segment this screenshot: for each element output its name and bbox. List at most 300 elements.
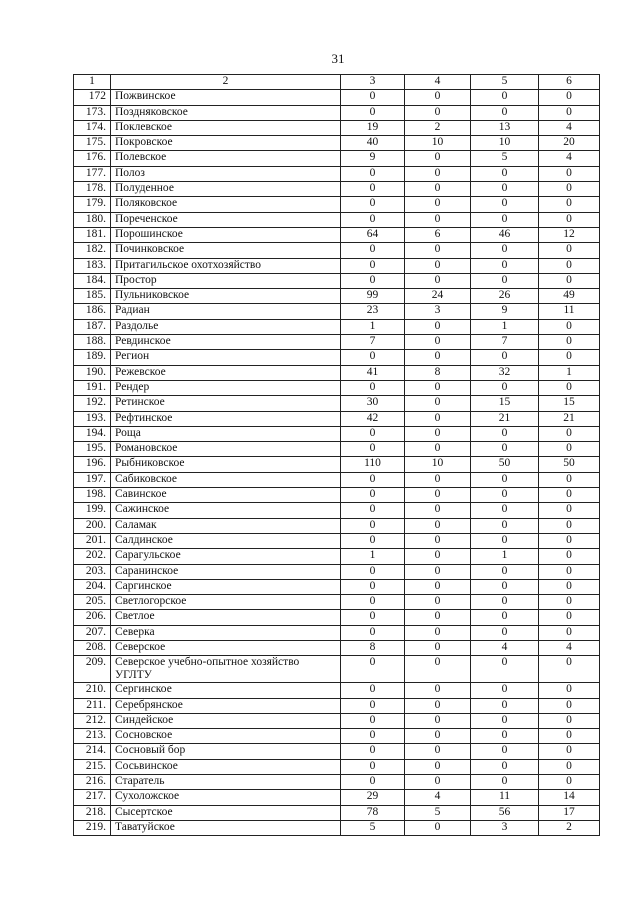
row-number: 217. [74,790,111,805]
value-col-3: 1 [341,549,405,564]
value-col-5: 0 [471,518,539,533]
value-col-6: 0 [539,243,600,258]
value-col-5: 0 [471,273,539,288]
table-row [74,610,600,625]
value-col-5: 21 [471,411,539,426]
value-col-5: 4 [471,640,539,655]
table-body [74,90,600,836]
value-col-5: 0 [471,212,539,227]
value-col-4: 0 [405,442,471,457]
value-col-3: 0 [341,656,405,683]
value-col-5: 15 [471,396,539,411]
value-col-5: 0 [471,564,539,579]
hunting-ground-name: Рыбниковское [111,457,341,472]
hunting-ground-name: Пульниковское [111,289,341,304]
table-row [74,273,600,288]
table-row [74,304,600,319]
value-col-4: 0 [405,683,471,698]
value-col-3: 23 [341,304,405,319]
value-col-3: 0 [341,503,405,518]
hunting-ground-name: Простор [111,273,341,288]
value-col-5: 7 [471,335,539,350]
row-number: 218. [74,805,111,820]
value-col-5: 32 [471,365,539,380]
hunting-ground-name: Светлогорское [111,595,341,610]
row-number: 203. [74,564,111,579]
value-col-6: 0 [539,273,600,288]
hunting-ground-name: Салдинское [111,533,341,548]
value-col-4: 0 [405,488,471,503]
data-table [73,74,600,836]
value-col-4: 0 [405,182,471,197]
value-col-3: 0 [341,426,405,441]
value-col-4: 0 [405,396,471,411]
value-col-6: 0 [539,683,600,698]
value-col-3: 0 [341,350,405,365]
value-col-6: 0 [539,564,600,579]
row-number: 179. [74,197,111,212]
value-col-6: 0 [539,595,600,610]
value-col-4: 0 [405,775,471,790]
value-col-4: 0 [405,713,471,728]
value-col-4: 0 [405,197,471,212]
value-col-5: 5 [471,151,539,166]
value-col-3: 99 [341,289,405,304]
value-col-3: 0 [341,472,405,487]
row-number: 212. [74,713,111,728]
value-col-3: 0 [341,759,405,774]
value-col-4: 0 [405,380,471,395]
value-col-3: 29 [341,790,405,805]
value-col-6: 12 [539,227,600,242]
table-row [74,625,600,640]
value-col-5: 0 [471,713,539,728]
value-col-5: 0 [471,258,539,273]
value-col-5: 0 [471,595,539,610]
table-row [74,442,600,457]
value-col-3: 0 [341,518,405,533]
value-col-5: 0 [471,698,539,713]
hunting-ground-name: Сосьвинское [111,759,341,774]
table-row [74,90,600,105]
value-col-5: 0 [471,503,539,518]
hunting-ground-name: Саргинское [111,579,341,594]
value-col-6: 0 [539,105,600,120]
hunting-ground-name: Порошинское [111,227,341,242]
value-col-6: 0 [539,197,600,212]
value-col-4: 0 [405,503,471,518]
value-col-3: 1 [341,319,405,334]
value-col-4: 0 [405,105,471,120]
value-col-6: 20 [539,136,600,151]
value-col-5: 1 [471,549,539,564]
value-col-4: 0 [405,243,471,258]
value-col-6: 0 [539,258,600,273]
row-number: 200. [74,518,111,533]
value-col-5: 50 [471,457,539,472]
value-col-6: 0 [539,212,600,227]
hunting-ground-name: Пожвинское [111,90,341,105]
value-col-3: 0 [341,105,405,120]
hunting-ground-name: Сосновый бор [111,744,341,759]
hunting-ground-name: Сосновское [111,729,341,744]
table-row [74,212,600,227]
value-col-5: 0 [471,166,539,181]
value-col-4: 0 [405,625,471,640]
row-number: 181. [74,227,111,242]
row-number: 187. [74,319,111,334]
hunting-ground-name: Рендер [111,380,341,395]
row-number: 206. [74,610,111,625]
value-col-4: 0 [405,426,471,441]
value-col-6: 0 [539,472,600,487]
value-col-3: 0 [341,90,405,105]
value-col-5: 1 [471,319,539,334]
table-row [74,151,600,166]
row-number: 204. [74,579,111,594]
hunting-ground-name: Сысертское [111,805,341,820]
value-col-3: 0 [341,442,405,457]
row-number: 191. [74,380,111,395]
row-number: 201. [74,533,111,548]
value-col-5: 0 [471,656,539,683]
row-number: 172 [74,90,111,105]
value-col-5: 9 [471,304,539,319]
value-col-5: 0 [471,350,539,365]
table-row [74,120,600,135]
value-col-3: 0 [341,197,405,212]
hunting-ground-name: Раздолье [111,319,341,334]
value-col-5: 0 [471,683,539,698]
value-col-3: 110 [341,457,405,472]
row-number: 207. [74,625,111,640]
hunting-ground-name: Сухоложское [111,790,341,805]
value-col-3: 0 [341,610,405,625]
header-cell-1: 1 [74,75,111,90]
table-row [74,503,600,518]
value-col-4: 0 [405,212,471,227]
row-number: 210. [74,683,111,698]
row-number: 195. [74,442,111,457]
row-number: 180. [74,212,111,227]
value-col-6: 2 [539,820,600,835]
value-col-6: 4 [539,151,600,166]
value-col-6: 0 [539,533,600,548]
table-header [74,75,600,90]
row-number: 182. [74,243,111,258]
value-col-4: 3 [405,304,471,319]
hunting-ground-name: Ретинское [111,396,341,411]
value-col-3: 0 [341,258,405,273]
table-row [74,182,600,197]
header-cell-2: 2 [111,75,341,90]
row-number: 209. [74,656,111,683]
value-col-6: 49 [539,289,600,304]
value-col-4: 10 [405,457,471,472]
value-col-3: 0 [341,243,405,258]
value-col-4: 0 [405,335,471,350]
value-col-4: 0 [405,533,471,548]
value-col-6: 4 [539,640,600,655]
value-col-4: 0 [405,640,471,655]
value-col-6: 14 [539,790,600,805]
row-number: 184. [74,273,111,288]
value-col-6: 0 [539,698,600,713]
row-number: 219. [74,820,111,835]
value-col-4: 0 [405,319,471,334]
hunting-ground-name: Ревдинское [111,335,341,350]
table-row [74,805,600,820]
value-col-3: 0 [341,564,405,579]
table-row [74,790,600,805]
value-col-3: 19 [341,120,405,135]
value-col-5: 0 [471,182,539,197]
value-col-6: 0 [539,380,600,395]
table-row [74,319,600,334]
table-row [74,380,600,395]
value-col-3: 41 [341,365,405,380]
row-number: 205. [74,595,111,610]
value-col-5: 3 [471,820,539,835]
value-col-3: 0 [341,729,405,744]
value-col-4: 0 [405,759,471,774]
value-col-3: 0 [341,579,405,594]
value-col-3: 0 [341,698,405,713]
hunting-ground-name: Полуденное [111,182,341,197]
table-row [74,396,600,411]
row-number: 177. [74,166,111,181]
header-row [74,75,600,90]
table-row [74,243,600,258]
hunting-ground-name: Поздняковское [111,105,341,120]
value-col-6: 21 [539,411,600,426]
value-col-4: 0 [405,744,471,759]
hunting-ground-name: Поляковское [111,197,341,212]
table-row [74,775,600,790]
value-col-3: 0 [341,683,405,698]
row-number: 173. [74,105,111,120]
hunting-ground-name: Сергинское [111,683,341,698]
row-number: 216. [74,775,111,790]
value-col-3: 40 [341,136,405,151]
table-row [74,411,600,426]
value-col-4: 4 [405,790,471,805]
table-row [74,488,600,503]
row-number: 208. [74,640,111,655]
hunting-ground-name: Сарагульское [111,549,341,564]
value-col-3: 0 [341,775,405,790]
value-col-4: 0 [405,273,471,288]
value-col-4: 0 [405,579,471,594]
value-col-4: 5 [405,805,471,820]
table-row [74,105,600,120]
value-col-3: 0 [341,273,405,288]
value-col-6: 0 [539,549,600,564]
value-col-6: 50 [539,457,600,472]
row-number: 190. [74,365,111,380]
value-col-5: 0 [471,426,539,441]
hunting-ground-name: Сабиковское [111,472,341,487]
value-col-3: 9 [341,151,405,166]
value-col-3: 0 [341,713,405,728]
value-col-5: 0 [471,533,539,548]
hunting-ground-name: Полевское [111,151,341,166]
value-col-4: 0 [405,518,471,533]
value-col-6: 0 [539,166,600,181]
value-col-3: 8 [341,640,405,655]
table-row [74,457,600,472]
value-col-6: 0 [539,503,600,518]
value-col-6: 0 [539,488,600,503]
table-row [74,227,600,242]
value-col-3: 0 [341,182,405,197]
value-col-3: 42 [341,411,405,426]
table-row [74,744,600,759]
value-col-4: 0 [405,258,471,273]
value-col-6: 0 [539,518,600,533]
table-row [74,698,600,713]
table-row [74,729,600,744]
value-col-6: 0 [539,90,600,105]
value-col-5: 26 [471,289,539,304]
value-col-6: 0 [539,656,600,683]
hunting-ground-name: Починковское [111,243,341,258]
hunting-ground-name: Рефтинское [111,411,341,426]
value-col-6: 0 [539,182,600,197]
value-col-4: 0 [405,549,471,564]
value-col-4: 8 [405,365,471,380]
value-col-5: 0 [471,729,539,744]
hunting-ground-name: Северское учебно-опытное хозяйство УГЛТУ [111,656,341,683]
value-col-5: 0 [471,472,539,487]
table-row [74,136,600,151]
value-col-4: 0 [405,411,471,426]
value-col-6: 1 [539,365,600,380]
table-row [74,335,600,350]
hunting-ground-name: Саламак [111,518,341,533]
hunting-ground-name: Синдейское [111,713,341,728]
table-row [74,820,600,835]
table-row [74,289,600,304]
value-col-4: 0 [405,350,471,365]
hunting-ground-name: Поклевское [111,120,341,135]
value-col-4: 0 [405,729,471,744]
value-col-5: 0 [471,243,539,258]
header-cell-3: 3 [341,75,405,90]
row-number: 199. [74,503,111,518]
table-row [74,713,600,728]
table-row [74,564,600,579]
value-col-4: 10 [405,136,471,151]
value-col-5: 0 [471,488,539,503]
value-col-5: 0 [471,744,539,759]
value-col-5: 0 [471,442,539,457]
value-col-6: 0 [539,319,600,334]
hunting-ground-name: Радиан [111,304,341,319]
hunting-ground-name: Сажинское [111,503,341,518]
value-col-6: 0 [539,744,600,759]
row-number: 197. [74,472,111,487]
value-col-4: 0 [405,564,471,579]
value-col-3: 0 [341,488,405,503]
table-row [74,595,600,610]
value-col-5: 0 [471,90,539,105]
value-col-6: 17 [539,805,600,820]
row-number: 202. [74,549,111,564]
hunting-ground-name: Регион [111,350,341,365]
hunting-ground-name: Северка [111,625,341,640]
row-number: 196. [74,457,111,472]
hunting-ground-name: Романовское [111,442,341,457]
value-col-5: 46 [471,227,539,242]
hunting-ground-name: Пореченское [111,212,341,227]
value-col-6: 4 [539,120,600,135]
value-col-6: 0 [539,350,600,365]
value-col-4: 24 [405,289,471,304]
table-row [74,258,600,273]
row-number: 186. [74,304,111,319]
value-col-6: 0 [539,610,600,625]
value-col-3: 0 [341,380,405,395]
table-row [74,426,600,441]
row-number: 214. [74,744,111,759]
row-number: 178. [74,182,111,197]
value-col-6: 0 [539,625,600,640]
row-number: 215. [74,759,111,774]
table-row [74,350,600,365]
value-col-4: 0 [405,90,471,105]
value-col-5: 11 [471,790,539,805]
value-col-4: 0 [405,820,471,835]
value-col-3: 0 [341,166,405,181]
value-col-6: 11 [539,304,600,319]
value-col-6: 0 [539,442,600,457]
row-number: 175. [74,136,111,151]
table-row [74,472,600,487]
hunting-ground-name: Светлое [111,610,341,625]
value-col-6: 0 [539,775,600,790]
row-number: 188. [74,335,111,350]
table-row [74,640,600,655]
value-col-6: 15 [539,396,600,411]
value-col-6: 0 [539,426,600,441]
row-number: 213. [74,729,111,744]
header-cell-5: 5 [471,75,539,90]
hunting-ground-name: Серебрянское [111,698,341,713]
value-col-3: 7 [341,335,405,350]
hunting-ground-name: Савинское [111,488,341,503]
hunting-ground-name: Северское [111,640,341,655]
hunting-ground-name: Саранинское [111,564,341,579]
value-col-4: 0 [405,166,471,181]
hunting-ground-name: Роща [111,426,341,441]
value-col-5: 0 [471,625,539,640]
header-cell-4: 4 [405,75,471,90]
header-cell-6: 6 [539,75,600,90]
table-row [74,683,600,698]
row-number: 174. [74,120,111,135]
table-row [74,759,600,774]
value-col-3: 0 [341,744,405,759]
row-number: 183. [74,258,111,273]
value-col-3: 0 [341,533,405,548]
hunting-ground-name: Таватуйское [111,820,341,835]
value-col-3: 78 [341,805,405,820]
value-col-6: 0 [539,579,600,594]
table-row [74,549,600,564]
value-col-4: 0 [405,595,471,610]
row-number: 192. [74,396,111,411]
